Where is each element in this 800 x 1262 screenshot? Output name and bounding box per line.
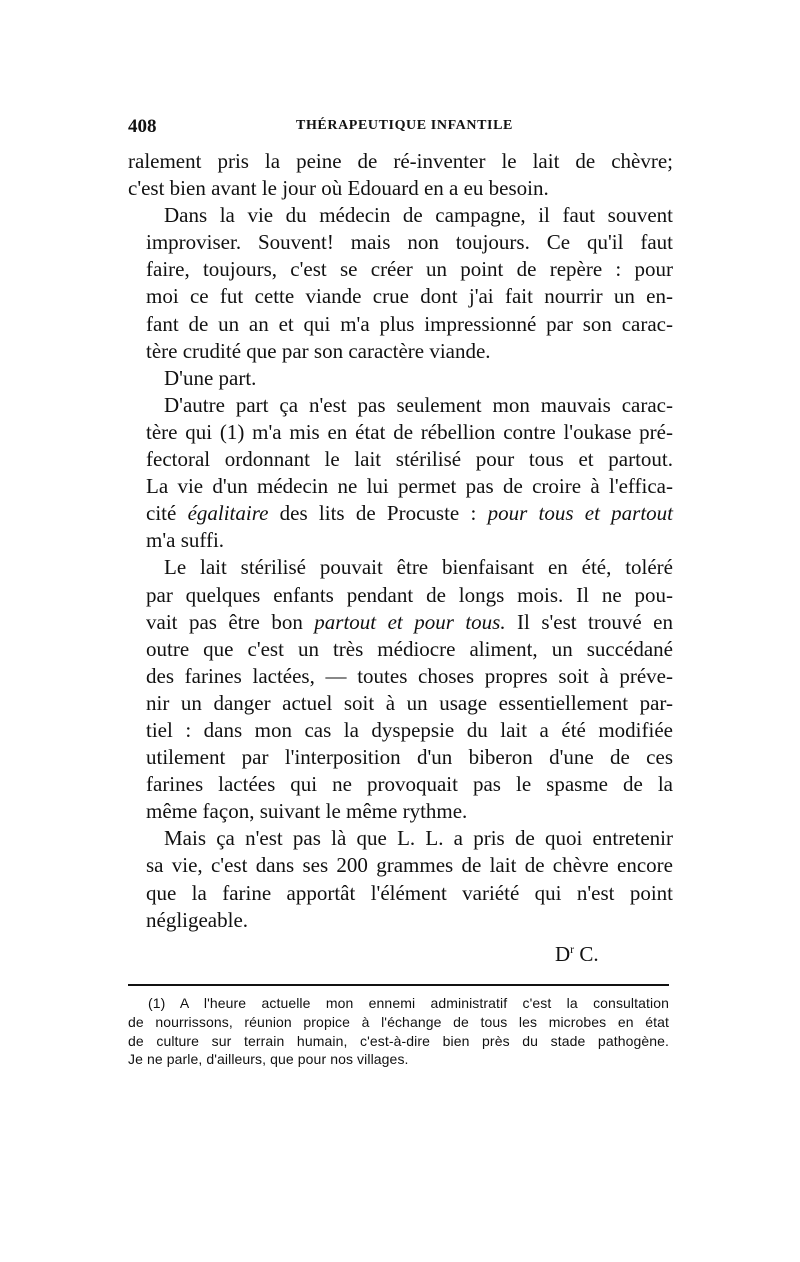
text-line: m'a suffi. bbox=[146, 528, 225, 553]
paragraph-6 bbox=[128, 825, 673, 933]
italic-run: partout et pour tous. bbox=[314, 609, 506, 634]
body-text bbox=[128, 148, 673, 934]
text-line: La vie d'un médecin ne lui permet pas de croire à l'effica- bbox=[146, 474, 673, 499]
text-line: nir un danger actuel soit à un usage essentiellement par- bbox=[146, 690, 673, 715]
text-line bbox=[128, 500, 673, 527]
page-number: 408 bbox=[128, 116, 157, 137]
text-line: négligeable. bbox=[146, 907, 249, 932]
text-line: D'une part. bbox=[164, 365, 257, 390]
text-line: improviser. Souvent! mais non toujours. Ce qu'il faut bbox=[146, 230, 673, 255]
signature-superscript: r bbox=[570, 942, 575, 956]
text-run: vait pas être bon bbox=[146, 609, 315, 634]
text-line: outre que c'est un très médiocre aliment, un succédané bbox=[146, 636, 673, 661]
text-line: D'autre part ça n'est pas seulement mon mauvais carac- bbox=[164, 392, 673, 417]
text-line: que la farine apportât l'élément variété qui n'est point bbox=[146, 880, 673, 905]
text-line: même façon, suivant le même rythme. bbox=[146, 799, 468, 824]
footnote-line: de culture sur terrain humain, c'est-à-dire bien près du stade pathogène. bbox=[128, 1032, 669, 1049]
footnote-line: (1) A l'heure actuelle mon ennemi administratif c'est la consultation bbox=[148, 995, 669, 1011]
text-line: Mais ça n'est pas là que L. L. a pris de quoi entretenir bbox=[164, 826, 673, 851]
text-line: fectoral ordonnant le lait stérilisé pour tous et partout. bbox=[146, 447, 673, 472]
italic-run: pour tous et partout bbox=[487, 501, 673, 526]
text-line: Dans la vie du médecin de campagne, il faut souvent bbox=[164, 203, 673, 228]
paragraph-3 bbox=[128, 365, 673, 392]
running-title: THÉRAPEUTIQUE INFANTILE bbox=[296, 118, 513, 133]
paragraph-4 bbox=[128, 392, 673, 555]
running-head bbox=[128, 116, 674, 138]
text-line: ralement pris la peine de ré-inventer le lait de chèvre; bbox=[128, 149, 673, 173]
paragraph-1 bbox=[128, 148, 673, 202]
text-line: tère crudité que par son caractère viande. bbox=[146, 338, 491, 363]
text-line: par quelques enfants pendant de longs mois. Il ne pou- bbox=[146, 582, 673, 607]
italic-run: égalitaire bbox=[187, 501, 269, 526]
footnote-line: de nourrissons, réunion propice à l'échange de tous les microbes en état bbox=[128, 1013, 669, 1030]
text-line: farines lactées qui ne provoquait pas le spasme de la bbox=[146, 772, 673, 797]
text-run: cité bbox=[146, 501, 188, 526]
text-run: des lits de Procuste : bbox=[268, 501, 488, 526]
text-line: tiel : dans mon cas la dyspepsie du lait a été modifiée bbox=[146, 717, 673, 742]
footnote bbox=[128, 994, 669, 1069]
signature bbox=[555, 942, 599, 967]
text-line bbox=[128, 609, 673, 636]
text-line: utilement par l'interposition d'un biberon d'une de ces bbox=[146, 745, 673, 770]
text-line: fant de un an et qui m'a plus impressionné par son carac- bbox=[146, 311, 673, 336]
text-line: des farines lactées, — toutes choses propres soit à préve- bbox=[146, 663, 673, 688]
text-line: moi ce fut cette viande crue dont j'ai fait nourrir un en- bbox=[146, 284, 673, 309]
footnote-divider bbox=[128, 984, 669, 986]
text-line: sa vie, c'est dans ses 200 grammes de lait de chèvre encore bbox=[146, 853, 673, 878]
footnote-line: Je ne parle, d'ailleurs, que pour nos villages. bbox=[128, 1051, 409, 1068]
text-run: Il s'est trouvé en bbox=[505, 609, 673, 634]
text-line: tère qui (1) m'a mis en état de rébellion contre l'oukase pré- bbox=[146, 419, 673, 444]
text-line: faire, toujours, c'est se créer un point de repère : pour bbox=[146, 257, 673, 282]
signature-prefix: D bbox=[555, 942, 571, 966]
text-line: c'est bien avant le jour où Edouard en a eu besoin. bbox=[128, 176, 549, 201]
signature-suffix: C. bbox=[574, 942, 599, 966]
paragraph-5 bbox=[128, 554, 673, 825]
paragraph-2 bbox=[128, 202, 673, 365]
text-line: Le lait stérilisé pouvait être bienfaisant en été, toléré bbox=[164, 555, 673, 580]
